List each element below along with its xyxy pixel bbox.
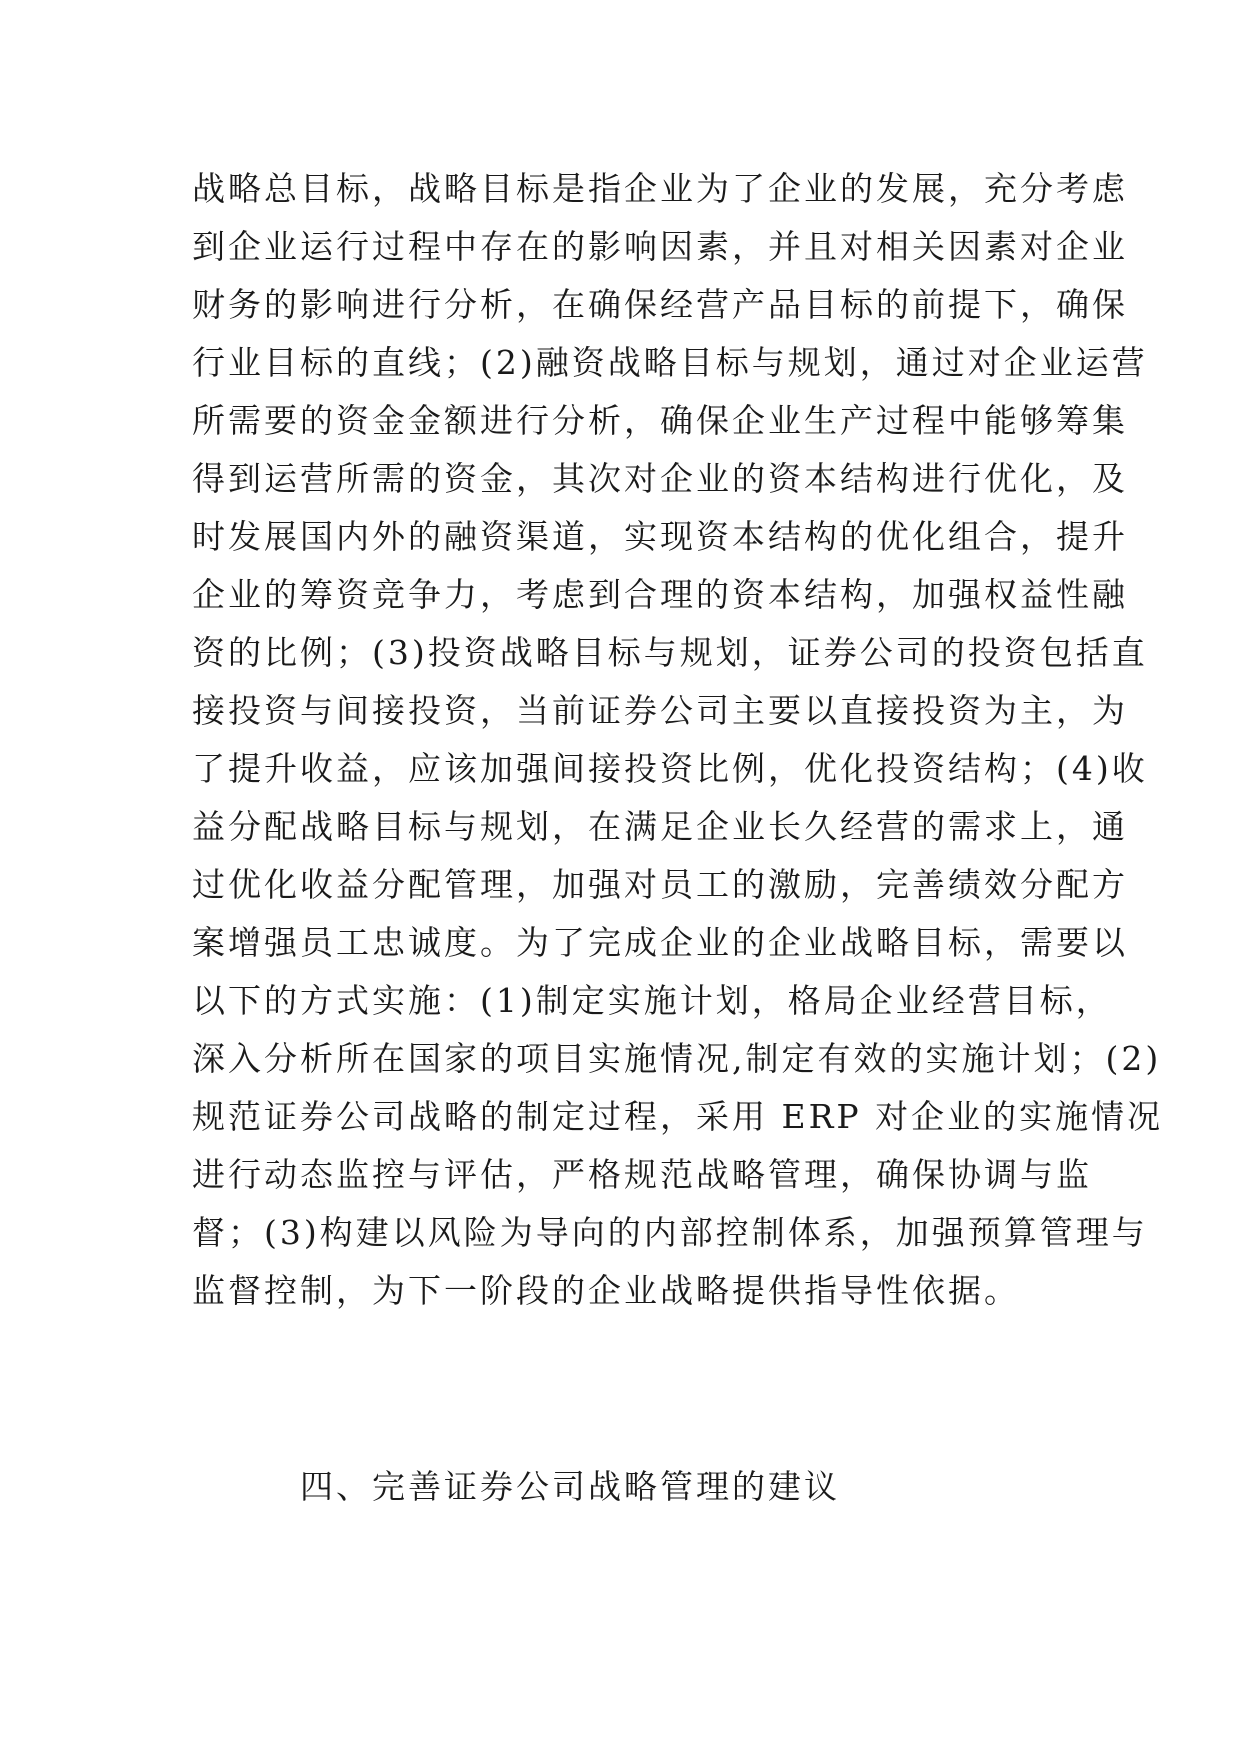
body-paragraph [192, 160, 1164, 1320]
text-line: 资的比例；(3)投资战略目标与规划，证券公司的投资包括直 [192, 633, 1148, 672]
text-line: 案增强员工忠诚度。为了完成企业的企业战略目标，需要以 [192, 923, 1128, 962]
text-line: 得到运营所需的资金，其次对企业的资本结构进行优化，及 [192, 459, 1128, 498]
text-line: 接投资与间接投资，当前证券公司主要以直接投资为主，为 [192, 691, 1128, 730]
text-line: 行业目标的直线；(2)融资战略目标与规划，通过对企业运营 [192, 343, 1148, 382]
text-line: 益分配战略目标与规划，在满足企业长久经营的需求上，通 [192, 807, 1128, 846]
text-line: 了提升收益，应该加强间接投资比例，优化投资结构；(4)收 [192, 749, 1148, 788]
text-line: 规范证券公司战略的制定过程，采用 ERP 对企业的实施情况 [192, 1097, 1164, 1136]
text-line: 到企业运行过程中存在的影响因素，并且对相关因素对企业 [192, 227, 1128, 266]
text-line: 进行动态监控与评估，严格规范战略管理，确保协调与监 [192, 1155, 1092, 1194]
text-line: 所需要的资金金额进行分析，确保企业生产过程中能够筹集 [192, 401, 1128, 440]
text-line: 监督控制，为下一阶段的企业战略提供指导性依据。 [192, 1271, 1020, 1310]
section-heading: 四、完善证券公司战略管理的建议 [300, 1467, 840, 1506]
text-line: 深入分析所在国家的项目实施情况,制定有效的实施计划；(2) [192, 1039, 1162, 1078]
text-line: 企业的筹资竞争力，考虑到合理的资本结构，加强权益性融 [192, 575, 1128, 614]
text-line: 战略总目标，战略目标是指企业为了企业的发展，充分考虑 [192, 169, 1128, 208]
text-line: 过优化收益分配管理，加强对员工的激励，完善绩效分配方 [192, 865, 1128, 904]
text-line: 以下的方式实施：(1)制定实施计划，格局企业经营目标， [192, 981, 1112, 1020]
text-line: 财务的影响进行分析，在确保经营产品目标的前提下，确保 [192, 285, 1128, 324]
text-line: 督；(3)构建以风险为导向的内部控制体系，加强预算管理与 [192, 1213, 1148, 1252]
text-line: 时发展国内外的融资渠道，实现资本结构的优化组合，提升 [192, 517, 1128, 556]
